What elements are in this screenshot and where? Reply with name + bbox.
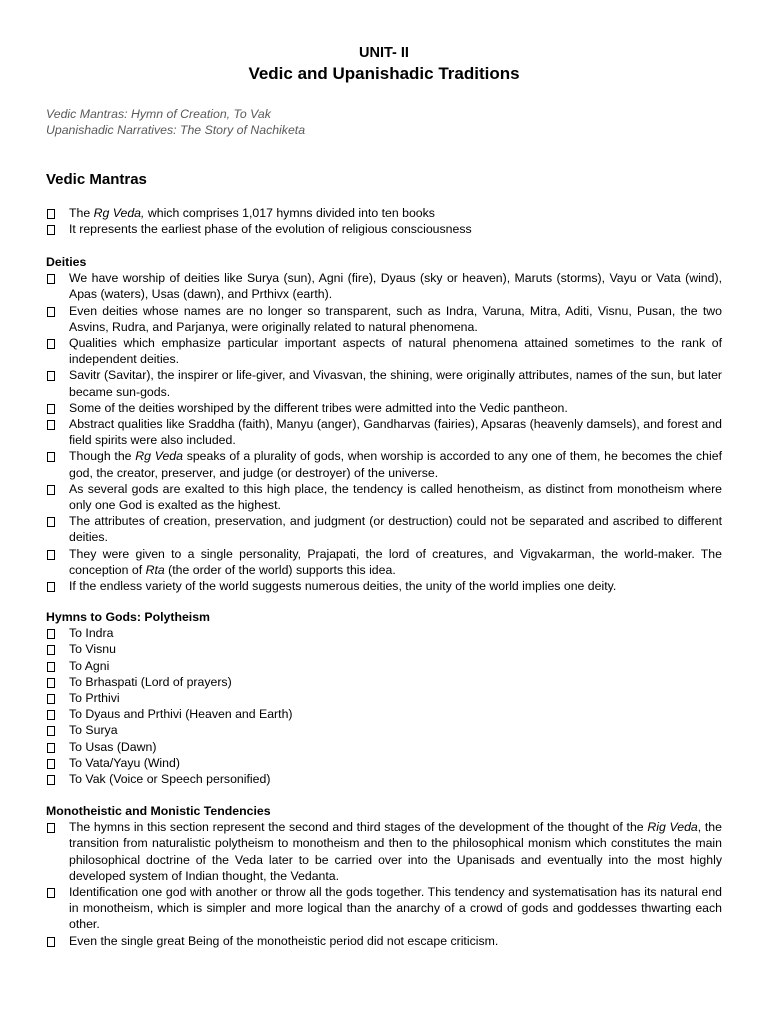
list-item: Savitr (Savitar), the inspirer or life-giver, and Vivasvan, the shining, were originally attributes, names of the sun, but later became sun-gods. bbox=[46, 367, 722, 399]
list-item: As several gods are exalted to this high place, the tendency is called henotheism, as distinct from monotheism where only one God is exalted as the highest. bbox=[46, 481, 722, 513]
bullet-box-icon bbox=[47, 339, 55, 349]
bullet-box-icon bbox=[47, 645, 55, 655]
bullet-box-icon bbox=[47, 775, 55, 785]
list-item: To Dyaus and Prthivi (Heaven and Earth) bbox=[46, 706, 722, 722]
list-item: To Vata/Yayu (Wind) bbox=[46, 755, 722, 771]
bullet-box-icon bbox=[47, 710, 55, 720]
list-item: If the endless variety of the world suggests numerous deities, the unity of the world implies one deity. bbox=[46, 578, 722, 594]
list-item: To Prthivi bbox=[46, 690, 722, 706]
bullet-box-icon bbox=[47, 759, 55, 769]
bullet-box-icon bbox=[47, 485, 55, 495]
list-item: To Brhaspati (Lord of prayers) bbox=[46, 674, 722, 690]
unit-label: UNIT- II bbox=[359, 45, 409, 61]
bullet-box-icon bbox=[47, 823, 55, 833]
list-item: To Usas (Dawn) bbox=[46, 739, 722, 755]
bullet-box-icon bbox=[47, 209, 55, 219]
list-item: They were given to a single personality, Prajapati, the lord of creatures, and Vigvakarman, the world-maker. The conception of Rta (the order of the world) supports this idea. bbox=[46, 546, 722, 578]
bullet-box-icon bbox=[47, 743, 55, 753]
list-item: We have worship of deities like Surya (sun), Agni (fire), Dyaus (sky or heaven), Maruts (storms), Vayu or Vata (wind), Apas (waters), Usas (dawn), and Prthivx (earth). bbox=[46, 270, 722, 302]
bullet-box-icon bbox=[47, 517, 55, 527]
page-title: Vedic and Upanishadic Traditions bbox=[248, 64, 520, 83]
vedic-mantras-list bbox=[46, 205, 722, 237]
list-item: To Visnu bbox=[46, 641, 722, 657]
bullet-box-icon bbox=[47, 274, 55, 284]
list-item: To Surya bbox=[46, 722, 722, 738]
bullet-box-icon bbox=[47, 452, 55, 462]
bullet-box-icon bbox=[47, 662, 55, 672]
list-item: Qualities which emphasize particular important aspects of natural phenomena attained sometimes to the rank of independent deities. bbox=[46, 335, 722, 367]
bullet-box-icon bbox=[47, 629, 55, 639]
list-item: Though the Rg Veda speaks of a plurality of gods, when worship is accorded to any one of them, he becomes the chief god, the creator, preserver, and judge (or destroyer) of the universe. bbox=[46, 448, 722, 480]
monotheistic-section bbox=[46, 803, 722, 949]
subtitle-upanishadic-narratives: Upanishadic Narratives: The Story of Nachiketa bbox=[46, 123, 306, 137]
list-item: Identification one god with another or throw all the gods together. This tendency and systematisation has its natural end in monotheism, which is simpler and more logical than the anarchy of a crowd of gods and goddesses thwarting each other. bbox=[46, 884, 722, 933]
bullet-box-icon bbox=[47, 371, 55, 381]
list-item: Abstract qualities like Sraddha (faith), Manyu (anger), Gandharvas (fairies), Apsaras (heavenly damsels), and forest and field spirits were also included. bbox=[46, 416, 722, 448]
hymns-heading: Hymns to Gods: Polytheism bbox=[46, 610, 210, 624]
list-item: The Rg Veda, which comprises 1,017 hymns divided into ten books bbox=[46, 205, 722, 221]
hymns-section bbox=[46, 609, 722, 787]
list-item: The attributes of creation, preservation, and judgment (or destruction) could not be separated and ascribed to different deities. bbox=[46, 513, 722, 545]
bullet-box-icon bbox=[47, 420, 55, 430]
subtitle-vedic-mantras: Vedic Mantras: Hymn of Creation, To Vak bbox=[46, 107, 271, 121]
bullet-box-icon bbox=[47, 678, 55, 688]
bullet-box-icon bbox=[47, 888, 55, 898]
bullet-box-icon bbox=[47, 225, 55, 235]
list-item: Even the single great Being of the monotheistic period did not escape criticism. bbox=[46, 933, 722, 949]
deities-heading: Deities bbox=[46, 255, 87, 269]
list-item: It represents the earliest phase of the evolution of religious consciousness bbox=[46, 221, 722, 237]
deities-section bbox=[46, 254, 722, 594]
bullet-box-icon bbox=[47, 726, 55, 736]
section-heading-vedic-mantras: Vedic Mantras bbox=[46, 171, 147, 188]
bullet-box-icon bbox=[47, 694, 55, 704]
bullet-box-icon bbox=[47, 307, 55, 317]
bullet-box-icon bbox=[47, 550, 55, 560]
list-item: Some of the deities worshiped by the different tribes were admitted into the Vedic pantheon. bbox=[46, 400, 722, 416]
bullet-box-icon bbox=[47, 582, 55, 592]
list-item: Even deities whose names are no longer so transparent, such as Indra, Varuna, Mitra, Aditi, Visnu, Pusan, the two Asvins, Rudra, and Parjanya, were originally related to natural phenomena. bbox=[46, 303, 722, 335]
bullet-box-icon bbox=[47, 937, 55, 947]
bullet-box-icon bbox=[47, 404, 55, 414]
list-item: To Agni bbox=[46, 658, 722, 674]
list-item: To Indra bbox=[46, 625, 722, 641]
list-item: To Vak (Voice or Speech personified) bbox=[46, 771, 722, 787]
monotheistic-heading: Monotheistic and Monistic Tendencies bbox=[46, 804, 271, 818]
list-item: The hymns in this section represent the second and third stages of the development of the thought of the Rig Veda, the transition from naturalistic polytheism to monotheism and then to the philosophical monism which constitutes the main philosophical doctrine of the Veda later to be carried over into the Upanisads and eventually into the most highly developed system of Indian thought, the Vedanta. bbox=[46, 819, 722, 884]
